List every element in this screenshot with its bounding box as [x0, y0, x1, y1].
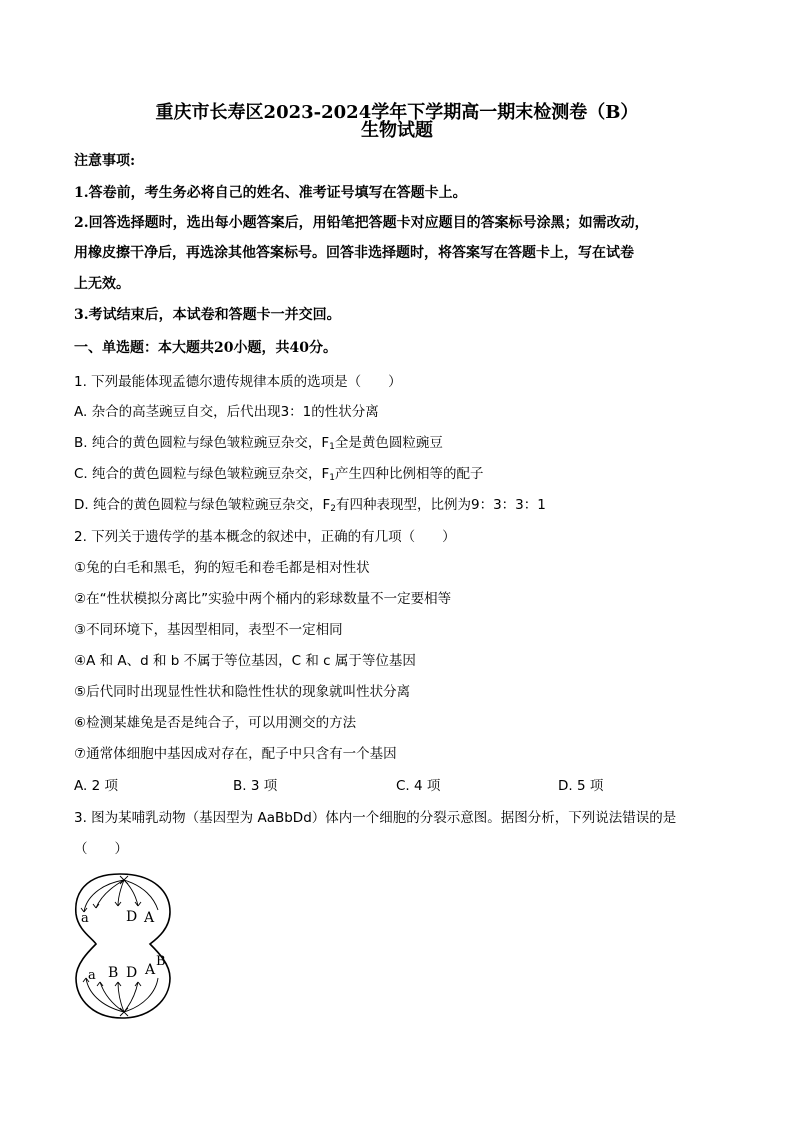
q2-statement-3: ③不同环境下，基因型相同，表型不一定相同 [74, 622, 343, 638]
q2-statement-1: ①兔的白毛和黑毛，狗的短毛和卷毛都是相对性状 [74, 560, 370, 576]
label-bot-a: a [88, 968, 96, 983]
q1-option-b: B. 纯合的黄色圆粒与绿色皱粒豌豆杂交，$F_1$全是黄色圆粒豌豆 [74, 435, 443, 452]
note-1: 1.答卷前，考生务必将自己的姓名、准考证号填写在答题卡上。 [74, 185, 467, 201]
q1-option-d: D. 纯合的黄色圆粒与绿色皱粒豌豆杂交，$F_2$有四种表现型，比例为9：3：3：1 [74, 497, 546, 514]
q2-option-a: A. 2 项 [74, 778, 118, 794]
label-bot-B2: B [156, 954, 166, 969]
q1-stem: 1. 下列最能体现孟德尔遗传规律本质的选项是（ ） [74, 374, 402, 390]
q2-option-c: C. 4 项 [396, 778, 441, 794]
q3-paren: （ ） [74, 841, 128, 857]
q2-stem: 2. 下列关于遗传学的基本概念的叙述中，正确的有几项（ ） [74, 529, 456, 545]
notes-heading: 注意事项: [74, 153, 136, 169]
q1-option-a: A. 杂合的高茎豌豆自交，后代出现3：1的性状分离 [74, 404, 379, 420]
q2-option-b: B. 3 项 [233, 778, 278, 794]
label-top-D: D [126, 909, 138, 925]
q3-stem: 3. 图为某哺乳动物（基因型为 AaBbDd）体内一个细胞的分裂示意图。据图分析，下列说法错误的是 [74, 810, 677, 826]
cell-outline [76, 874, 170, 1018]
label-top-a: a [81, 911, 89, 926]
cell-division-figure [70, 866, 180, 1026]
exam-title: 重庆市长寿区2023-2024学年下学期高一期末检测卷（B） [155, 102, 639, 123]
note-2-line-1: 2.回答选择题时，选出每小题答案后，用铅笔把答题卡对应题目的答案标号涂黑；如需改动， [74, 215, 649, 231]
label-bot-D: D [126, 965, 138, 981]
q1-option-c: C. 纯合的黄色圆粒与绿色皱粒豌豆杂交，$F_1$产生四种比例相等的配子 [74, 466, 484, 483]
q2-statement-7: ⑦通常体细胞中基因成对存在，配子中只含有一个基因 [74, 746, 397, 762]
note-2-line-2: 用橡皮擦干净后，再选涂其他答案标号。回答非选择题时，将答案写在答题卡上，写在试卷 [74, 245, 634, 261]
q2-statement-5: ⑤后代同时出现显性性状和隐性性状的现象就叫性状分离 [74, 684, 411, 700]
note-3: 3.考试结束后，本试卷和答题卡一并交回。 [74, 307, 341, 323]
note-2-line-3: 上无效。 [74, 276, 130, 292]
subject-title: 生物试题 [361, 120, 433, 141]
label-top-A: A [144, 910, 155, 926]
q2-option-d: D. 5 项 [558, 778, 604, 794]
label-bot-A: A [145, 962, 156, 978]
q2-statement-2: ②在“性状模拟分离比”实验中两个桶内的彩球数量不一定要相等 [74, 591, 452, 607]
section-1-heading: 一、单选题：本大题共20小题，共40分。 [74, 340, 337, 356]
q2-statement-4: ④A 和 A、d 和 b 不属于等位基因，C 和 c 属于等位基因 [74, 653, 416, 669]
label-bot-B1: B [108, 965, 119, 981]
q2-statement-6: ⑥检测某雄兔是否是纯合子，可以用测交的方法 [74, 715, 357, 731]
top-spindle [81, 876, 158, 912]
